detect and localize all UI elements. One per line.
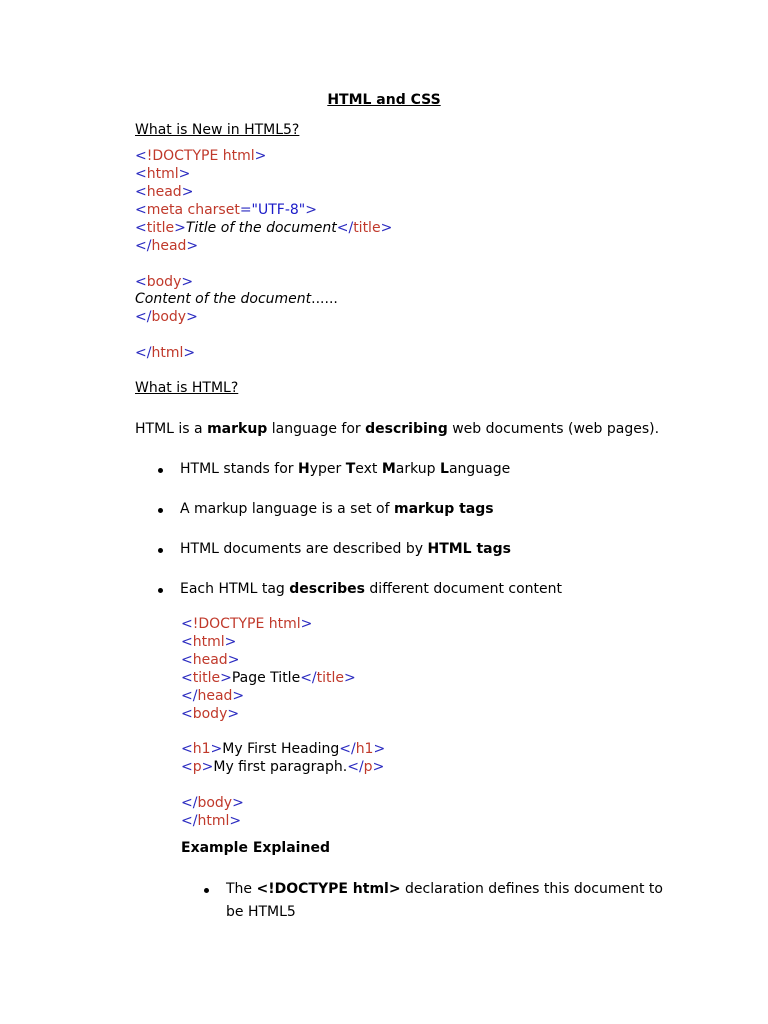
code-line: <!DOCTYPE html> (181, 616, 313, 632)
code-line: <meta charset="UTF-8"> (135, 202, 317, 218)
code-line: <html> (181, 634, 237, 650)
code-line: <title>Page Title</title> (181, 670, 356, 686)
list-item: The <!DOCTYPE html> declaration defines this document to (226, 881, 663, 897)
code-line: </html> (181, 813, 242, 829)
code-line: <body> (135, 274, 194, 290)
bullet-dot (158, 508, 163, 513)
list-item: HTML documents are described by HTML tags (180, 541, 511, 557)
code-line: </body> (181, 795, 244, 811)
list-item: A markup language is a set of markup tags (180, 501, 494, 517)
code-line: Content of the document...... (135, 291, 338, 307)
intro-paragraph: HTML is a markup language for describing web documents (web pages). (135, 421, 660, 437)
code-line: </head> (181, 688, 245, 704)
section-heading-what-is-html: What is HTML? (135, 380, 239, 396)
code-line: </body> (135, 309, 198, 325)
code-line: <!DOCTYPE html> (135, 148, 267, 164)
list-item-continuation: be HTML5 (226, 904, 296, 920)
bullet-dot (158, 548, 163, 553)
list-item: HTML stands for Hyper Text Markup Language (180, 461, 511, 477)
code-line: <head> (181, 652, 240, 668)
code-line: <title>Title of the document</title> (135, 220, 393, 236)
bullet-dot (158, 468, 163, 473)
page-title: HTML and CSS (327, 92, 441, 108)
bullet-dot (158, 588, 163, 593)
code-line: <body> (181, 706, 240, 722)
code-line: <p>My first paragraph.</p> (181, 759, 385, 775)
code-line: <h1>My First Heading</h1> (181, 741, 386, 757)
section-heading-html5: What is New in HTML5? (135, 122, 300, 138)
example-heading: Example Explained (181, 840, 330, 856)
list-item: Each HTML tag describes different document content (180, 581, 563, 597)
code-line: <html> (135, 166, 191, 182)
bullet-dot (204, 888, 209, 893)
code-line: </head> (135, 238, 199, 254)
code-line: </html> (135, 345, 196, 361)
code-line: <head> (135, 184, 194, 200)
